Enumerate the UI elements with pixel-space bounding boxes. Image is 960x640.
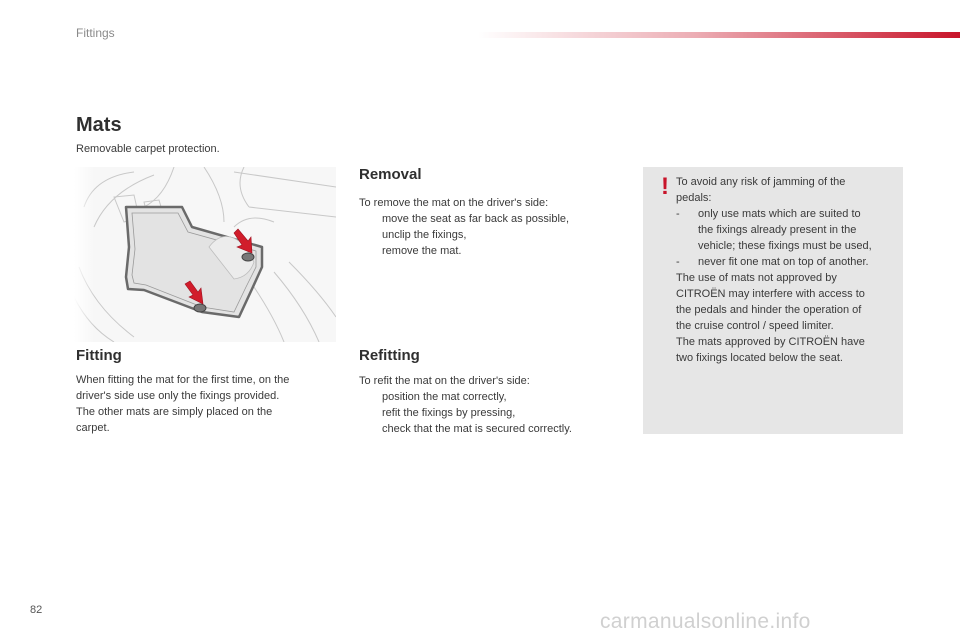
watermark-text: carmanualsonline.info bbox=[600, 610, 811, 633]
warning-list-item bbox=[676, 254, 896, 270]
step-text: check that the mat is secured correctly. bbox=[382, 423, 572, 435]
warning-item-line: vehicle; these fixings must be used, bbox=[698, 240, 872, 252]
warning-exclamation-icon: ! bbox=[661, 173, 669, 200]
removal-steps bbox=[359, 211, 569, 259]
step-text: remove the mat. bbox=[382, 245, 462, 257]
warning-line: CITROËN may interfere with access to bbox=[676, 288, 865, 300]
fitting-line: When fitting the mat for the first time, on the bbox=[76, 374, 290, 386]
page-number: 82 bbox=[30, 604, 43, 616]
warning-item-line: never fit one mat on top of another. bbox=[698, 256, 869, 268]
fitting-paragraph bbox=[76, 372, 289, 436]
refitting-steps bbox=[359, 389, 572, 437]
floor-mat-illustration bbox=[74, 167, 336, 342]
step-text: position the mat correctly, bbox=[382, 391, 507, 403]
list-item bbox=[359, 243, 569, 259]
warning-item-line: the fixings already present in the bbox=[698, 224, 857, 236]
warning-line: the cruise control / speed limiter. bbox=[676, 320, 834, 332]
page-title: Mats bbox=[76, 114, 122, 136]
list-item bbox=[359, 421, 572, 437]
dash-bullet: - bbox=[676, 256, 680, 268]
list-item bbox=[359, 389, 572, 405]
refitting-heading: Refitting bbox=[359, 347, 420, 364]
warning-item-line: only use mats which are suited to bbox=[698, 208, 861, 220]
warning-line: two fixings located below the seat. bbox=[676, 352, 843, 364]
fitting-line: driver's side use only the fixings provided. bbox=[76, 390, 280, 402]
fitting-line: The other mats are simply placed on the bbox=[76, 406, 273, 418]
refitting-intro: To refit the mat on the driver's side: bbox=[359, 375, 530, 387]
section-header: Fittings bbox=[76, 26, 115, 40]
warning-line: The mats approved by CITROËN have bbox=[676, 336, 865, 348]
warning-list-item bbox=[676, 206, 896, 254]
list-item bbox=[359, 211, 569, 227]
step-text: unclip the fixings, bbox=[382, 229, 467, 241]
removal-intro: To remove the mat on the driver's side: bbox=[359, 197, 549, 209]
warning-text bbox=[676, 174, 896, 366]
warning-box bbox=[643, 167, 903, 434]
header-accent-bar bbox=[478, 32, 960, 38]
dash-bullet: - bbox=[676, 208, 680, 220]
fitting-heading: Fitting bbox=[76, 347, 122, 364]
warning-line: To avoid any risk of jamming of the bbox=[676, 176, 846, 188]
warning-line: the pedals and hinder the operation of bbox=[676, 304, 862, 316]
list-item bbox=[359, 405, 572, 421]
removal-heading: Removal bbox=[359, 166, 422, 183]
warning-line: pedals: bbox=[676, 192, 712, 204]
list-item bbox=[359, 227, 569, 243]
step-text: refit the fixings by pressing, bbox=[382, 407, 516, 419]
warning-line: The use of mats not approved by bbox=[676, 272, 837, 284]
step-text: move the seat as far back as possible, bbox=[382, 213, 570, 225]
intro-text: Removable carpet protection. bbox=[76, 143, 220, 155]
fitting-line: carpet. bbox=[76, 422, 110, 434]
